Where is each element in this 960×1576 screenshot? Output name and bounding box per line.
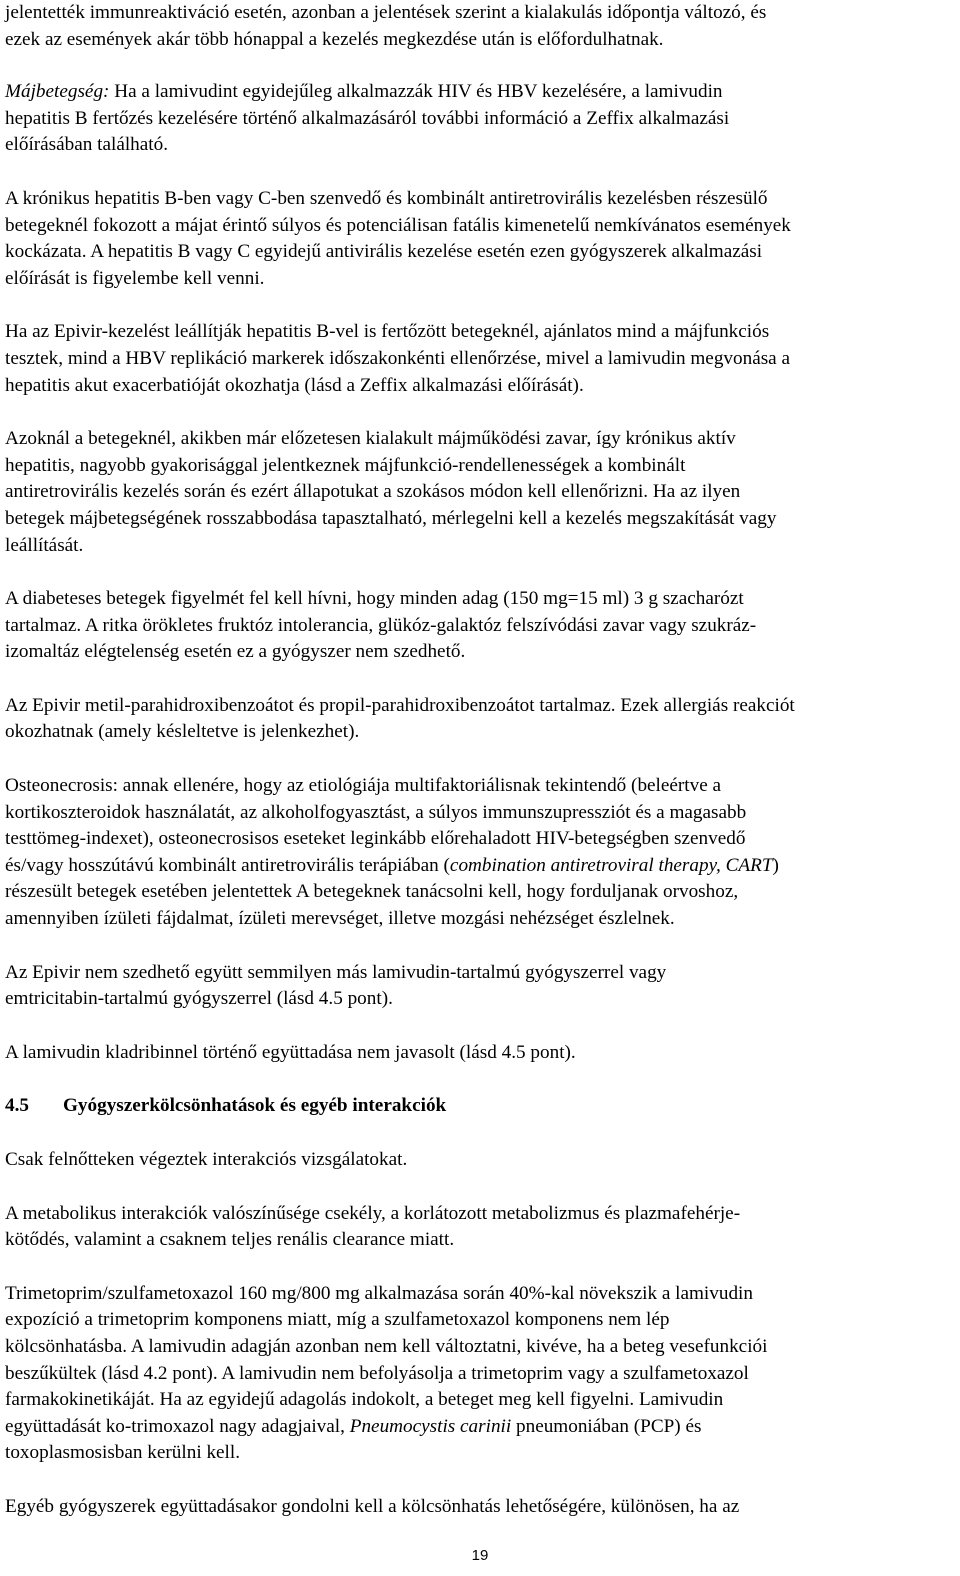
paragraph-cladribine	[5, 1040, 953, 1067]
paragraph-adults-only	[5, 1147, 953, 1174]
text-line: A metabolikus interakciók valószínűsége csekély, a korlátozott metabolizmus és plazmafehérje-	[5, 1202, 741, 1224]
text-run: együttadását ko-trimoxazol nagy adagjaival,	[5, 1415, 350, 1437]
text-line: részesült betegek esetében jelentettek A betegeknek tanácsolni kell, hogy forduljanak orvoshoz,	[5, 881, 739, 903]
text-line: jelentették immunreaktiváció esetén, azonban a jelentések szerint a kialakulás időpontja változó, és	[5, 2, 767, 23]
text-line: Az Epivir metil-parahidroxibenzoátot és propil-parahidroxibenzoátot tartalmaz. Ezek allergiás reakciót	[5, 694, 795, 716]
paragraph-metabolic-interactions	[5, 1201, 953, 1254]
text-line: kötődés, valamint a csaknem teljes renális clearance miatt.	[5, 1229, 455, 1251]
text-line	[5, 79, 953, 106]
text-line: A krónikus hepatitis B-ben vagy C-ben szenvedő és kombinált antiretrovirális kezelésben részesülő	[5, 187, 768, 209]
section-heading	[5, 1093, 953, 1120]
text-line: előírásában található.	[5, 134, 169, 156]
text-line: kockázata. A hepatitis B vagy C egyidejű antivirális kezelése esetén ezen gyógyszerek alkalmazási	[5, 241, 763, 263]
page-number: 19	[471, 1547, 489, 1564]
text-run: )	[772, 854, 779, 876]
text-line: Csak felnőtteken végeztek interakciós vizsgálatokat.	[5, 1149, 408, 1170]
paragraph-osteonecrosis	[5, 773, 953, 933]
paragraph-immune-reactivation	[5, 0, 953, 53]
text-line: amennyiben ízületi fájdalmat, ízületi merevséget, illetve mozgási nehézséget észlelnek.	[5, 908, 675, 930]
paragraph-trimethoprim	[5, 1281, 953, 1467]
text-line	[5, 853, 953, 880]
section-number: 4.5	[5, 1095, 29, 1117]
paragraph-chronic-hepatitis	[5, 186, 953, 292]
paragraph-no-other-lamivudine	[5, 960, 953, 1013]
paragraph-parabens	[5, 693, 953, 746]
cart-term: combination antiretroviral therapy, CART	[449, 854, 773, 876]
text-line: hepatitis, nagyobb gyakorisággal jelentkeznek májfunkció-rendellenességek a kombinált	[5, 454, 686, 476]
text-run: Ha a lamivudint egyidejűleg alkalmazzák HIV és HBV kezelésére, a lamivudin	[109, 81, 723, 103]
text-line: emtricitabin-tartalmú gyógyszerrel (lásd 4.5 pont).	[5, 988, 393, 1010]
text-line	[5, 1414, 953, 1441]
text-line: Az Epivir nem szedhető együtt semmilyen más lamivudin-tartalmú gyógyszerrel vagy	[5, 961, 667, 983]
text-line: Egyéb gyógyszerek együttadásakor gondolni kell a kölcsönhatás lehetőségére, különösen, ha az	[5, 1495, 740, 1517]
text-line: előírását is figyelembe kell venni.	[5, 267, 265, 289]
text-line: beszűkültek (lásd 4.2 pont). A lamivudin nem befolyásolja a trimetoprim vagy a szulfametoxazol	[5, 1362, 749, 1384]
text-line: izomaltáz elégtelenség esetén ez a gyógyszer nem szedhető.	[5, 641, 466, 663]
text-line: toxoplasmosisban kerülni kell.	[5, 1442, 241, 1464]
text-run: és/vagy hosszútávú kombinált antiretrovirális terápiában (	[5, 854, 450, 876]
text-line: okozhatnak (amely késleltetve is jelenkezhet).	[5, 721, 360, 743]
text-line: kölcsönhatásba. A lamivudin adagján azonban nem kell változtatni, kivéve, ha a beteg vesefunkciói	[5, 1335, 768, 1357]
text-line: hepatitis B fertőzés kezelésére történő alkalmazásáról további információ a Zeffix alkalmazási	[5, 107, 730, 129]
text-line: Osteonecrosis: annak ellenére, hogy az etiológiája multifaktoriálisnak tekintendő (beleértve a	[5, 775, 722, 797]
text-line: Ha az Epivir-kezelést leállítják hepatitis B-vel is fertőzött betegeknél, ajánlatos mind a májfunkciós	[5, 321, 770, 343]
text-line: betegeknél fokozott a májat érintő súlyos és potenciálisan fatális kimenetelű nemkívánatos események	[5, 214, 791, 236]
text-line: leállítását.	[5, 534, 84, 556]
text-line: Azoknál a betegeknél, akikben már előzetesen kialakult májműködési zavar, így krónikus aktív	[5, 428, 736, 450]
paragraph-stopping-epivir	[5, 319, 953, 399]
paragraph-other-drugs	[5, 1494, 953, 1521]
text-line: ezek az események akár több hónappal a kezelés megkezdése után is előfordulhatnak.	[5, 28, 664, 50]
text-line: betegek májbetegségének rosszabbodása tapasztalható, mérlegelni kell a kezelés megszakítását vagy	[5, 507, 777, 529]
text-line: testtömeg-indexet), osteonecrosisos eseteket leginkább előrehaladott HIV-betegségben szenvedő	[5, 828, 746, 850]
text-line: antiretrovirális kezelés során és ezért állapotukat a szokásos módon kell ellenőrizni. Ha az ilyen	[5, 481, 741, 503]
text-line: tesztek, mind a HBV replikáció markerek időszakonkénti ellenőrzése, mivel a lamivudin megvonása a	[5, 347, 791, 369]
liver-disease-label: Májbetegség:	[5, 81, 110, 103]
text-line: A diabeteses betegek figyelmét fel kell hívni, hogy minden adag (150 mg=15 ml) 3 g szacharózt	[5, 588, 744, 610]
document-page	[5, 0, 953, 1521]
text-line: kortikoszteroidok használatát, az alkoholfogyasztást, a súlyos immunszupressziót és a magasabb	[5, 801, 747, 823]
text-line: farmakokinetikáját. Ha az egyidejű adagolás indokolt, a beteget meg kell figyelni. Lamivudin	[5, 1389, 724, 1411]
text-line: tartalmaz. A ritka örökletes fruktóz intolerancia, glükóz-galaktóz felszívódási zavar vagy szukráz-	[5, 614, 757, 636]
paragraph-liver-disease	[5, 79, 953, 159]
text-run: pneumoniában (PCP) és	[511, 1415, 702, 1437]
paragraph-diabetes	[5, 586, 953, 666]
section-title: Gyógyszerkölcsönhatások és egyéb interakciók	[63, 1095, 447, 1117]
text-line: hepatitis akut exacerbatióját okozhatja (lásd a Zeffix alkalmazási előírását).	[5, 374, 584, 396]
text-line: Trimetoprim/szulfametoxazol 160 mg/800 mg alkalmazása során 40%-kal növekszik a lamivudin	[5, 1282, 753, 1304]
paragraph-liver-dysfunction	[5, 426, 953, 559]
text-line: A lamivudin kladribinnel történő együttadása nem javasolt (lásd 4.5 pont).	[5, 1041, 576, 1063]
text-line: expozíció a trimetoprim komponens miatt, míg a szulfametoxazol komponens nem lép	[5, 1309, 670, 1331]
pneumocystis-term: Pneumocystis carinii	[349, 1415, 512, 1437]
